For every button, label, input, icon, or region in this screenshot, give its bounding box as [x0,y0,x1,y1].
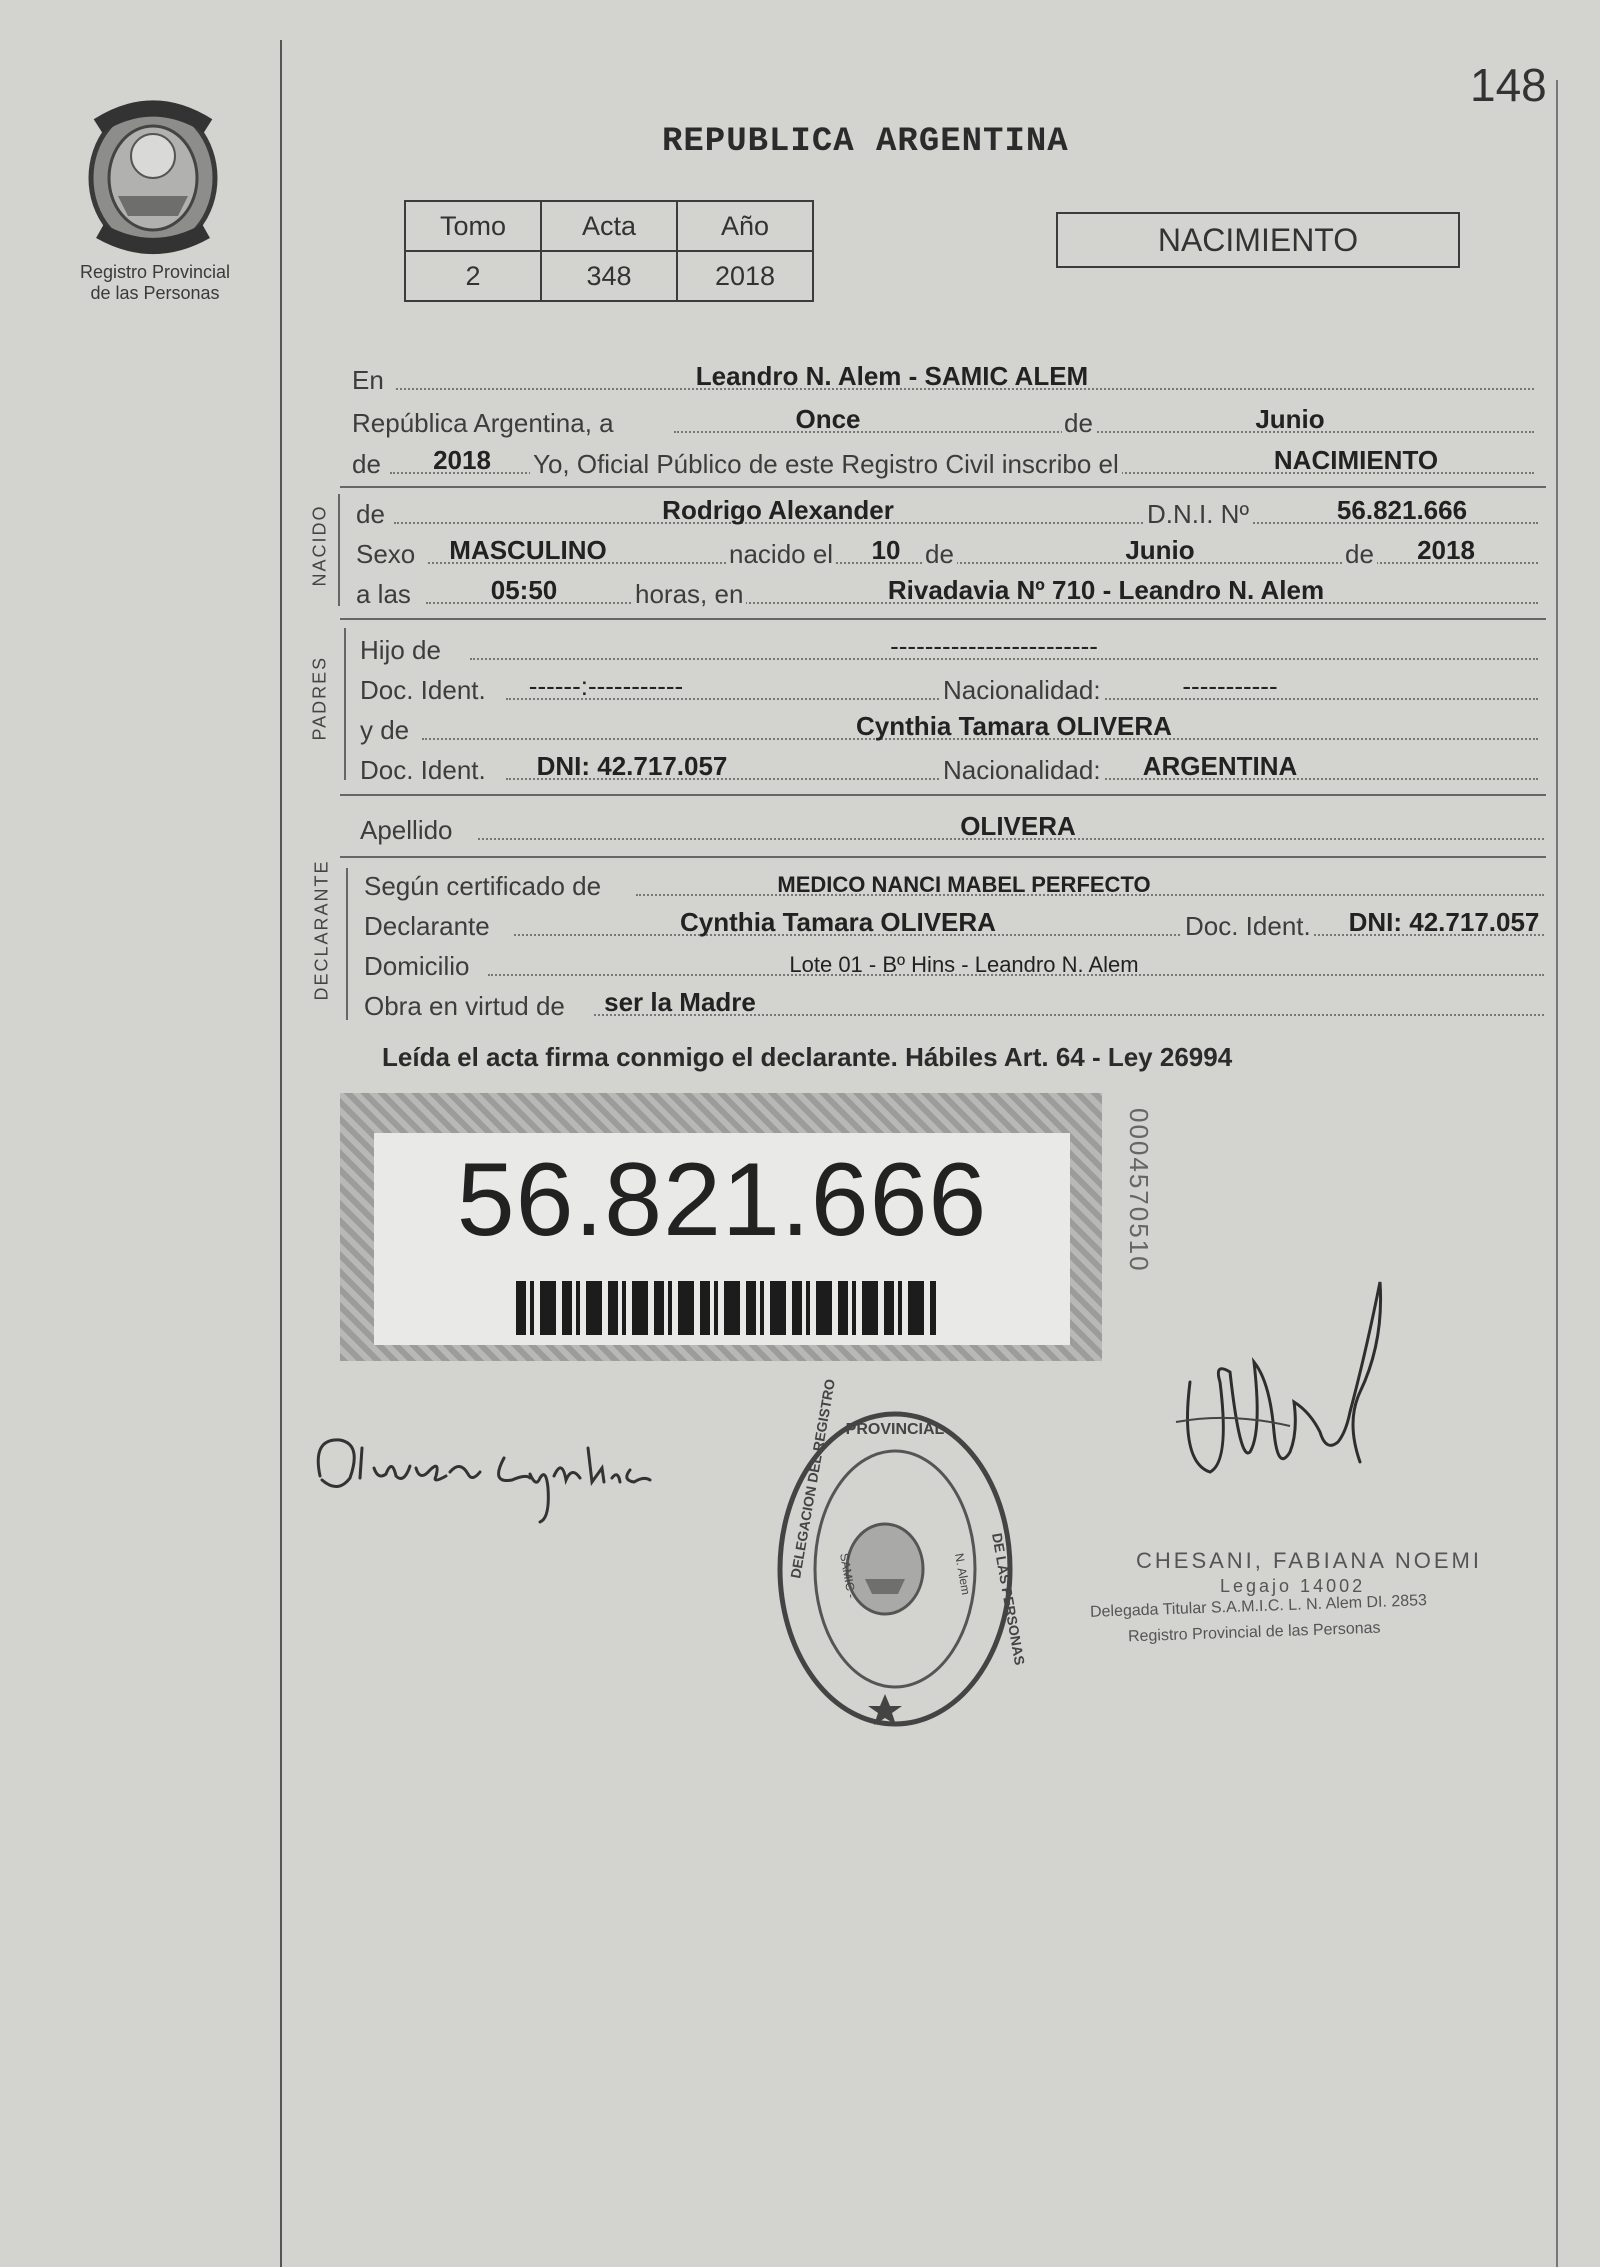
padres-row-father [360,632,1538,668]
official-signature [1170,1262,1410,1542]
father-name: ------------------------ [890,631,1098,661]
officer-title: Delegada Titular S.A.M.I.C. L. N. Alem DI. 2853 [1089,1592,1428,1621]
child-name: Rodrigo Alexander [662,495,894,525]
declarante-name-label: Declarante [364,911,490,941]
padres-row-mother [360,712,1538,748]
birth-year-value: 2018 [1417,535,1475,565]
obra-label: Obra en virtud de [364,991,565,1021]
right-margin-line [1556,80,1558,2267]
a-las-label: a las [356,579,411,609]
acta-table-header: Año [677,201,813,251]
apellido-row [360,812,1544,848]
horas-label: horas, en [632,579,746,610]
de-label-2: de [352,449,381,479]
de-label: de [1064,408,1093,438]
act-value: NACIMIENTO [1273,445,1439,475]
nacido-row-sex [356,536,1538,572]
padres-row-mother-doc [360,752,1538,788]
declarante-row-name [364,908,1544,944]
intro-row-oficial [352,446,1534,482]
declarante-doc: DNI: 42.717.057 [1348,907,1540,937]
child-dni: 56.821.666 [1336,495,1468,525]
month-value: Junio [1255,404,1325,434]
logo-caption-line1: Registro Provincial [79,262,231,282]
de-label-4: de [922,539,957,570]
birth-day-value: 10 [871,535,901,565]
apellido-label: Apellido [360,815,453,845]
declarant-signature [300,1418,710,1528]
nacido-row-time [356,576,1538,612]
serial-number: 0004570510 [1124,1108,1154,1273]
oficial-text: Yo, Oficial Público de este Registro Civil inscribo el [530,449,1122,480]
domicilio-label: Domicilio [364,951,470,981]
acta-table-header: Acta [541,201,677,251]
closing-statement: Leída el acta firma conmigo el declarante. Hábiles Art. 64 - Ley 26994 [382,1042,1233,1072]
segun-label: Según certificado de [364,871,602,901]
de-label-5: de [1342,539,1377,570]
doc-ident-label: Doc. Ident. [360,675,486,705]
officer-name: CHESANI, FABIANA NOEMI [1136,1548,1482,1573]
svg-text:N. Alem: N. Alem [952,1552,974,1596]
svg-text:SAMIC -: SAMIC - [837,1552,859,1600]
acta-table-value-row [405,251,813,301]
declarante-row-reason [364,988,1544,1024]
sex-value: MASCULINO [449,535,607,565]
section-divider [340,856,1546,858]
republica-label: República Argentina, a [352,408,614,438]
birth-month-value: Junio [1125,535,1195,565]
declarante-doc-label: Doc. Ident. [1182,911,1314,942]
sexo-label: Sexo [356,539,416,569]
rn-stamp-inner [374,1133,1070,1345]
padres-row-father-doc [360,672,1538,708]
acta-table-cell: 2018 [677,251,813,301]
acta-table [404,200,814,302]
barcode-graphic [516,1281,936,1335]
mother-name: Cynthia Tamara OLIVERA [856,711,1172,741]
svg-text:DE LAS PERSONAS: DE LAS PERSONAS [989,1531,1029,1667]
mother-nationality: ARGENTINA [1142,751,1298,781]
logo-caption [55,262,255,304]
place-value: Leandro N. Alem - SAMIC ALEM [695,361,1089,391]
padres-bracket [344,628,346,780]
province-emblem-logo [78,96,228,256]
nacido-bracket [338,494,340,606]
acta-table-header: Tomo [405,201,541,251]
acta-table-cell: 2 [405,251,541,301]
reason-value: ser la Madre [604,987,756,1017]
page-number: 148 [1470,59,1547,111]
dni-label: D.N.I. Nº [1144,499,1252,530]
father-doc: ------:----------- [528,671,684,701]
y-de-label: y de [360,715,410,745]
document-title: REPUBLICA ARGENTINA [662,123,1069,161]
record-type-box: NACIMIENTO [1056,212,1460,268]
section-divider [340,486,1546,488]
en-label: En [352,365,384,395]
officer-legajo: Legajo 14002 [1220,1576,1366,1596]
declarante-row-address [364,948,1544,984]
svg-text:PROVINCIAL: PROVINCIAL [845,1421,945,1438]
hijo-de-label: Hijo de [360,635,441,665]
mother-doc: DNI: 42.717.057 [536,751,728,781]
certificate-value: MEDICO NANCI MABEL PERFECTO [777,872,1151,897]
nacido-el-label: nacido el [726,539,836,570]
declarante-bracket [346,868,348,1020]
acta-table-cell: 348 [541,251,677,301]
section-divider [340,794,1546,796]
officer-registry: Registro Provincial de las Personas [1127,1619,1381,1646]
father-nationality: ----------- [1182,671,1278,701]
logo-caption-line2: de las Personas [90,283,220,303]
de-label-3: de [356,499,385,529]
time-value: 05:50 [490,575,558,605]
intro-row-date [352,405,1534,441]
padres-label: PADRES [309,655,330,741]
address-value: Lote 01 - Bº Hins - Leandro N. Alem [789,952,1139,977]
nacionalidad-label: Nacionalidad: [940,675,1104,706]
svg-text:DELEGACION DEL REGISTRO: DELEGACION DEL REGISTRO [787,1377,839,1580]
nacionalidad-label: Nacionalidad: [940,755,1104,786]
year-value: 2018 [433,445,491,475]
declarante-row-certificate [364,868,1544,904]
left-margin-line [280,40,282,2267]
declarante-label: DECLARANTE [311,859,332,1001]
birth-place-value: Rivadavia Nº 710 - Leandro N. Alem [887,575,1325,605]
doc-ident-label: Doc. Ident. [360,755,486,785]
apellido-value: OLIVERA [960,811,1076,841]
declarante-name: Cynthia Tamara OLIVERA [680,907,996,937]
nacido-row-name [356,496,1538,532]
intro-row-place [352,362,1534,398]
rn-number: 56.821.666 [456,1142,988,1258]
section-divider [340,618,1546,620]
acta-table-header-row [405,201,813,251]
rn-number-stamp [340,1093,1102,1361]
registry-seal [770,1377,1029,1734]
day-value: Once [795,404,861,434]
nacido-label: NACIDO [309,504,330,587]
